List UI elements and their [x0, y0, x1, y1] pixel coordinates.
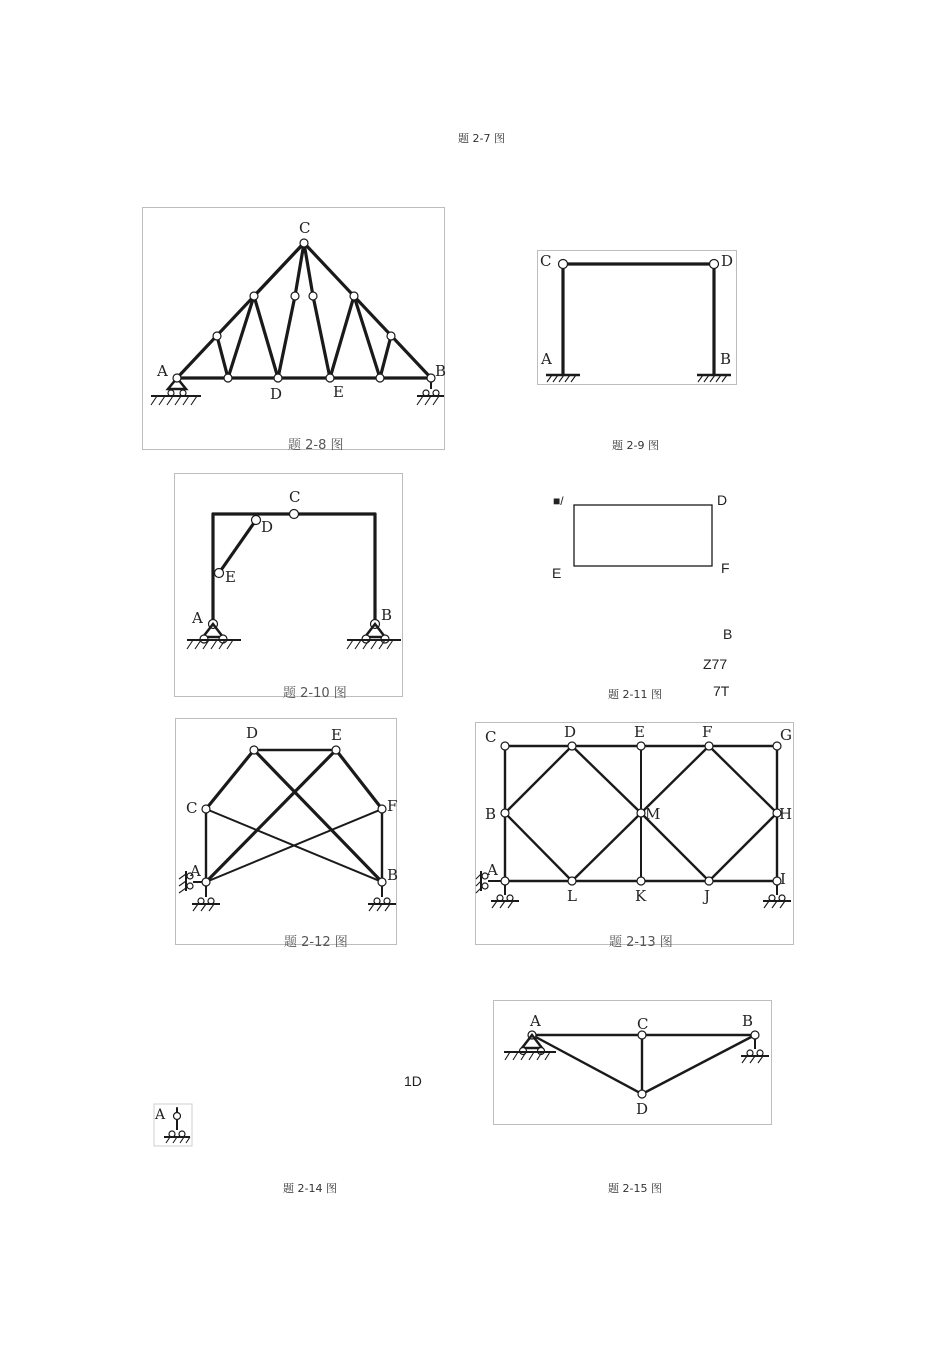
node-label-e: E [225, 568, 236, 586]
node-label-k: K [635, 887, 647, 905]
node-label-a: A [487, 861, 498, 879]
caption-fig-2-13: 题 2-13 图 [609, 935, 673, 950]
caption-fig-2-8: 题 2-8 图 [288, 438, 344, 453]
node-label-l: L [567, 887, 577, 905]
figure-2-8 [142, 207, 447, 453]
node-label-a: A [530, 1012, 541, 1030]
node-label-m: M [645, 805, 661, 823]
node-label-b: B [381, 606, 393, 624]
node-label-d: D [261, 518, 274, 536]
node-label-e: E [331, 726, 342, 744]
node-label-b: B [723, 626, 733, 642]
node-label-f: F [387, 797, 398, 815]
node-label-e: E [333, 383, 344, 401]
text-z77: Z77 [703, 656, 728, 672]
node-label-b: B [720, 350, 732, 368]
frame-2-11-diagram [540, 480, 760, 710]
node-label-e: E [634, 723, 645, 741]
node-label-j: J [704, 887, 711, 905]
node-label-b: B [387, 866, 399, 884]
caption-fig-2-9: 题 2-9 图 [612, 439, 659, 452]
frame-2-10-diagram [175, 474, 402, 696]
node-label-c: C [299, 219, 311, 237]
node-label-a: A [541, 350, 552, 368]
figure-2-15 [493, 1000, 772, 1125]
frame-2-9-diagram [538, 251, 738, 386]
node-label-d: D [721, 252, 734, 270]
figure-2-10 [174, 473, 403, 701]
caption-fig-2-14: 题 2-14 图 [283, 1182, 337, 1195]
node-label-b: B [742, 1012, 754, 1030]
figure-2-9 [537, 250, 737, 385]
node-label-b: B [485, 805, 497, 823]
caption-fig-2-12: 题 2-12 图 [284, 935, 348, 950]
caption-fig-2-7: 题 2-7 图 [458, 132, 505, 145]
support-b [368, 886, 396, 911]
node-label-a: A [157, 362, 168, 380]
node-label-i: I [780, 870, 786, 888]
node-label-a: A [192, 609, 203, 627]
figure-2-12 [175, 718, 399, 950]
figure-2-14 [150, 1070, 440, 1160]
text-7t: 7T [713, 683, 730, 699]
node-label-b: B [435, 362, 447, 380]
node-label-c: C [186, 799, 198, 817]
node-label-c: C [485, 728, 497, 746]
node-label-d: D [246, 724, 259, 742]
truss-members [177, 243, 431, 378]
truss-2-8-diagram [143, 208, 447, 449]
frame-2-14-diagram [150, 1070, 440, 1160]
caption-fig-2-11: 题 2-11 图 [608, 688, 662, 701]
caption-fig-2-15: 题 2-15 图 [608, 1182, 662, 1195]
node-label-d: D [717, 492, 728, 508]
node-label-d: D [636, 1100, 649, 1118]
node-label-c: C [289, 488, 301, 506]
node-label-c: C [637, 1015, 649, 1033]
pin-support-b [347, 620, 401, 650]
node-label-h: H [779, 805, 793, 823]
node-label-a: A [190, 862, 201, 880]
frame-2-12-diagram [176, 719, 399, 944]
fixed-support-a [546, 375, 580, 382]
support-i [763, 885, 791, 908]
figure-2-13 [475, 722, 794, 950]
node-label-f: F [702, 723, 713, 741]
node-label-d: D [564, 723, 577, 741]
node-label-f: F [721, 560, 730, 576]
node-label-g: G [780, 726, 792, 744]
node-label-a: A [155, 1107, 166, 1123]
caption-fig-2-10: 题 2-10 图 [283, 686, 347, 701]
truss-2-13-diagram [476, 723, 793, 944]
node-label-d: 1D [404, 1073, 422, 1089]
fixed-support-b [697, 375, 731, 382]
corner-mark: ■/ [553, 494, 564, 508]
node-label-d: D [270, 385, 283, 403]
node-label-c: C [540, 252, 552, 270]
node-label-e: E [552, 565, 562, 581]
figure-2-11 [540, 480, 760, 710]
truss-2-15-diagram [494, 1001, 771, 1124]
